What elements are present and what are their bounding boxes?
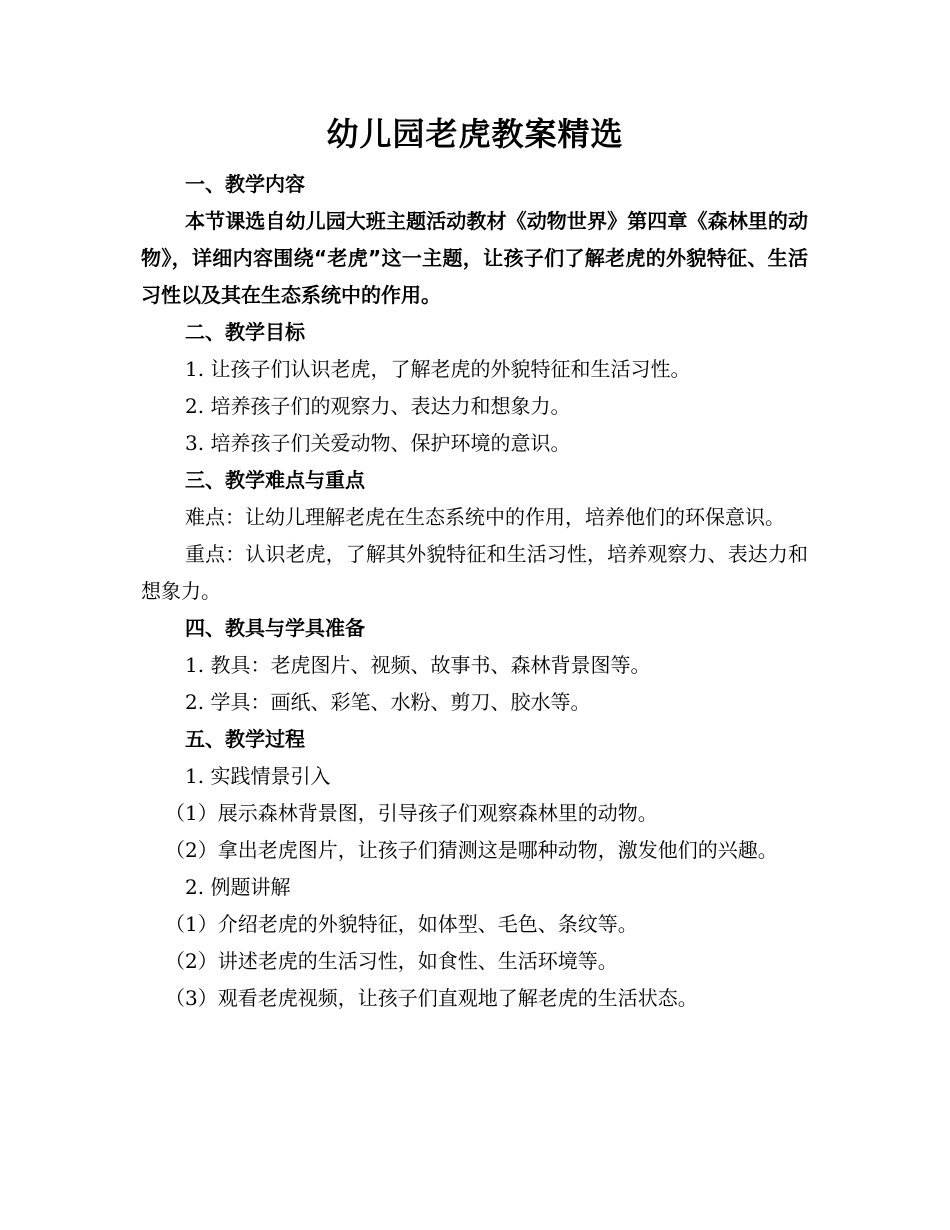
materials-item-1: 1. 教具：老虎图片、视频、故事书、森林背景图等。 xyxy=(185,653,651,677)
process-substep: （2）讲述老虎的生活习性，如食性、生活环境等。 xyxy=(165,949,618,973)
section-heading-goals: 二、教学目标 xyxy=(185,320,305,344)
section-heading-difficulties: 三、教学难点与重点 xyxy=(185,468,365,492)
document-title: 幼儿园老虎教案精选 xyxy=(326,115,624,153)
content-paragraph: 本节课选自幼儿园大班主题活动教材《动物世界》第四章《森林里的动物》，详细内容围绕“老虎”这一主题，让孩子们了解老虎的外貌特征、生活习性以及其在生态系统中的作用。 xyxy=(141,209,808,307)
goal-item-1: 1. 让孩子们认识老虎，了解老虎的外貌特征和生活习性。 xyxy=(185,357,691,381)
process-substep: （1）展示森林背景图，引导孩子们观察森林里的动物。 xyxy=(165,801,658,825)
key-point-paragraph: 重点：认识老虎，了解其外貌特征和生活习性，培养观察力、表达力和想象力。 xyxy=(141,542,808,603)
section-heading-process: 五、教学过程 xyxy=(185,727,305,751)
section-heading-content: 一、教学内容 xyxy=(185,172,305,196)
materials-item-2: 2. 学具：画纸、彩笔、水粉、剪刀、胶水等。 xyxy=(185,690,591,714)
document-body xyxy=(141,166,808,1017)
process-substep: （3）观看老虎视频，让孩子们直观地了解老虎的生活状态。 xyxy=(165,986,698,1010)
section-heading-materials: 四、教具与学具准备 xyxy=(185,616,365,640)
process-substep: （1）介绍老虎的外貌特征，如体型、毛色、条纹等。 xyxy=(165,912,638,936)
difficulty-paragraph: 难点：让幼儿理解老虎在生态系统中的作用，培养他们的环保意识。 xyxy=(185,505,785,529)
goal-item-2: 2. 培养孩子们的观察力、表达力和想象力。 xyxy=(185,394,571,418)
process-step-2: 2. 例题讲解 xyxy=(185,875,291,899)
process-step-1: 1. 实践情景引入 xyxy=(185,764,331,788)
process-substep: （2）拿出老虎图片，让孩子们猜测这是哪种动物，激发他们的兴趣。 xyxy=(165,838,778,862)
goal-item-3: 3. 培养孩子们关爱动物、保护环境的意识。 xyxy=(185,431,571,455)
